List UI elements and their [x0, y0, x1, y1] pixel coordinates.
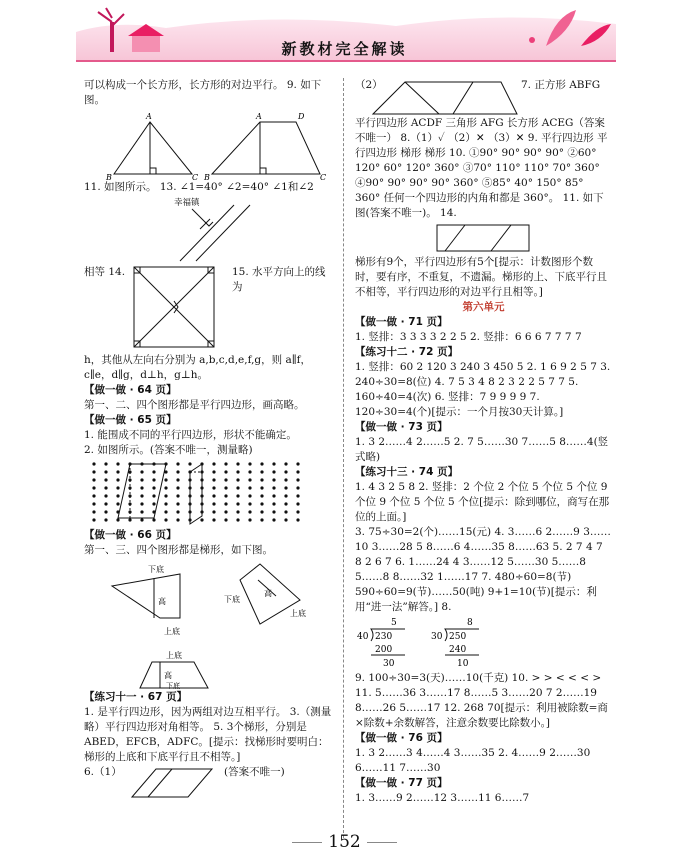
grid-dot [212, 510, 215, 513]
grid-dot [116, 462, 119, 465]
grid-dot [92, 518, 95, 521]
grid-dot [212, 486, 215, 489]
answer-text: 9. 100÷30=3(天)……10(千克) 10. > > < < < > 11. 5……36 3……17 8……5 3……20 7 2……19 8……26 5……17 12. 268 70[提示：利用被除数=商×除数+余数解答，注意余数要比除数小。] [355, 672, 608, 729]
grid-dot [164, 478, 167, 481]
grid-dot [224, 518, 227, 521]
grid-dot [296, 486, 299, 489]
grid-dot [236, 518, 239, 521]
section-heading: 【练习十三 · 74 页】 [355, 466, 459, 478]
parallelogram-figure [118, 765, 218, 799]
grid-dot [140, 502, 143, 505]
grid-dot [272, 462, 275, 465]
grid-dot [284, 478, 287, 481]
grid-dot [260, 518, 263, 521]
grid-dot [104, 510, 107, 513]
grid-dot [152, 478, 155, 481]
grid-dot [176, 478, 179, 481]
grid-dot [236, 510, 239, 513]
section-heading: 【做一做 · 65 页】 [84, 414, 177, 426]
grid-dot [116, 478, 119, 481]
trap1-height-label: 高 [158, 597, 166, 606]
grid-dot [248, 518, 251, 521]
grid-dot [224, 486, 227, 489]
grid-dot [140, 510, 143, 513]
answer-text: h，其他从左向右分别为 a,b,c,d,e,f,g，则 a∥f，c∥e，d∥g，d⊥h，g⊥h。 [84, 354, 311, 381]
page-number: 152 [328, 832, 361, 852]
road-label: 幸福镇 [174, 198, 200, 208]
section-heading: 【练习十一 · 67 页】 [84, 691, 188, 703]
grid-dot [92, 462, 95, 465]
answer-text: 6.（1） [84, 766, 122, 778]
grid-dot [296, 478, 299, 481]
section-heading: 【做一做 · 71 页】 [355, 316, 448, 328]
quotient-1: 5 [391, 618, 397, 628]
grid-dot [140, 470, 143, 473]
grid-dot [296, 510, 299, 513]
answer-text: 1. 3 2……4 2……5 2. 7 5……30 7……5 8……4(竖式略) [355, 436, 609, 463]
left-column [84, 78, 332, 799]
grid-dot [176, 502, 179, 505]
section-heading: 【练习十二 · 72 页】 [355, 346, 459, 358]
grid-dot [284, 486, 287, 489]
grid-dot [200, 518, 203, 521]
grid-dot [272, 470, 275, 473]
answer-text: 相等 14. [84, 266, 126, 278]
grid-dot [272, 486, 275, 489]
remainder-2: 10 [457, 659, 469, 669]
grid-dot [176, 470, 179, 473]
trapezoids-figure [84, 558, 332, 690]
grid-dot [176, 510, 179, 513]
grid-dot [260, 462, 263, 465]
dot-grid-figure [84, 458, 314, 528]
grid-dot [296, 502, 299, 505]
grid-dot [272, 494, 275, 497]
grid-dot [152, 518, 155, 521]
remainder-1: 30 [383, 659, 395, 669]
grid-dot [284, 510, 287, 513]
label-c2: C [320, 173, 327, 180]
grid-dot [176, 486, 179, 489]
grid-dot [104, 494, 107, 497]
grid-dot [212, 494, 215, 497]
section-heading: 【做一做 · 77 页】 [355, 777, 448, 789]
grid-dot [128, 518, 131, 521]
trap1-bottom-label: 上底 [164, 627, 180, 636]
trap2-right-label: 上底 [290, 609, 306, 618]
grid-dot [248, 510, 251, 513]
grid-dot [224, 510, 227, 513]
grid-dot [104, 502, 107, 505]
grid-dot [284, 518, 287, 521]
divisor-1: 40 [357, 632, 369, 642]
grid-dot [248, 494, 251, 497]
rectangle-split-figure [355, 221, 612, 255]
grid-dot [212, 478, 215, 481]
grid-dot [224, 462, 227, 465]
grid-dot [176, 518, 179, 521]
answer-text: 1. 能围成不同的平行四边形，形状不能确定。 [84, 429, 297, 441]
grid-dot [140, 518, 143, 521]
grid-dot [116, 486, 119, 489]
grid-dot [104, 462, 107, 465]
section-heading: 【做一做 · 76 页】 [355, 732, 448, 744]
grid-dot [260, 478, 263, 481]
grid-dot [212, 518, 215, 521]
grid-dot [152, 486, 155, 489]
grid-dot [176, 494, 179, 497]
answer-text: 第一、二、四个图形都是平行四边形，画高略。 [84, 399, 305, 411]
grid-dot [152, 470, 155, 473]
grid-dot [284, 462, 287, 465]
grid-dot [224, 470, 227, 473]
answer-text: 1. 3 2……3 4……4 3……35 2. 4……9 2……30 6……11 7……30 [355, 747, 591, 774]
answer-text: 7. 正方形 ABFG [521, 79, 601, 91]
trap3-top-label: 上底 [166, 651, 182, 660]
trap1-top-label: 下底 [148, 565, 164, 574]
grid-dot [104, 486, 107, 489]
answer-text: 可以构成一个长方形，长方形的对边平行。 9. 如下图。 [84, 79, 322, 106]
section-heading: 【做一做 · 64 页】 [84, 384, 177, 396]
grid-dot [92, 486, 95, 489]
dividend-1: 230 [375, 632, 393, 642]
grid-dot [260, 494, 263, 497]
triangle-trapezoid-figure [84, 108, 332, 180]
grid-dot [296, 462, 299, 465]
answer-text: 平行四边形 ACDF 三角形 AFG 长方形 ACEG（答案不唯一） 8.（1）✓ （2）✕ （3）✕ 9. 平行四边形 平行四边形 梯形 梯形 10. ①90° 90° 90° 90° ②60° 120° 60° 120° 360° ③70° 110° 110° 70° 360° ④90° 90° 90° 90° 360° ⑤85° 40° 150° 85° 360° 任何一个四边形的内角和都是 360°。 11. 如下图(答案不唯一)。 14. [355, 117, 608, 219]
answer-text: 第一、三、四个图形都是梯形，如下图。 [84, 544, 273, 556]
road-figure [84, 195, 332, 263]
grid-dot [92, 494, 95, 497]
division-1 [357, 618, 405, 669]
grid-dot [272, 510, 275, 513]
long-division-figure [355, 615, 612, 671]
grid-dot [176, 462, 179, 465]
grid-dot [248, 478, 251, 481]
answer-text: 1. 3……9 2……12 3……11 6……7 [355, 792, 530, 804]
grid-dot [152, 502, 155, 505]
answer-text: 1. 竖排：3 3 3 3 2 2 5 2. 竖排：6 6 6 7 7 7 7 [355, 331, 582, 343]
grid-dot [236, 478, 239, 481]
label-d: D [298, 112, 305, 121]
grid-dot [284, 494, 287, 497]
grid-dot [296, 518, 299, 521]
grid-dot [92, 510, 95, 513]
grid-dot [224, 478, 227, 481]
grid-dot [116, 502, 119, 505]
dividend-2: 250 [449, 632, 467, 642]
trap3-bottom-label: 下底 [166, 682, 180, 690]
grid-dot [140, 478, 143, 481]
grid-dot [296, 494, 299, 497]
grid-dot [116, 494, 119, 497]
grid-dot [104, 518, 107, 521]
grid-dot [224, 502, 227, 505]
divider [367, 842, 397, 843]
grid-dot [92, 502, 95, 505]
grid-dot [236, 486, 239, 489]
grid-dot [248, 470, 251, 473]
grid-dot [116, 518, 119, 521]
answer-text: 3. 75÷30=2(个)……15(元) 4. 3……6 2……9 3……10 3……28 5 8……6 4……35 8……63 5. 2 7 4 7 8 2 6 7 6. 1……24 4 3……12 5……30 5……8 5……8 8……32 1……17 7. 480÷60=8(节) 590÷60=9(节)……50(吨) 9+1=10(节)[提示：利用“进一法”解答。] 8. [355, 526, 611, 613]
product-1: 200 [375, 645, 393, 655]
grid-dot [248, 462, 251, 465]
trap2-left-label: 下底 [224, 595, 240, 604]
answer-text: （2） [355, 79, 383, 91]
grid-dot [92, 478, 95, 481]
grid-dot [140, 486, 143, 489]
grid-dot [248, 486, 251, 489]
grid-dot [284, 470, 287, 473]
grid-dot [140, 494, 143, 497]
grid-dot [212, 462, 215, 465]
grid-dot [104, 470, 107, 473]
grid-dot [284, 502, 287, 505]
answer-text: 1. 是平行四边形，因为两组对边互相平行。 3.（测量略）平行四边形对角相等。 5. 3个梯形，分别是 ABED，EFCB，ADFC。[提示：找梯形时要明白：梯形的上底和下底平行且不相等。] [84, 706, 332, 763]
page-number-footer [0, 832, 689, 852]
grid-dot [236, 502, 239, 505]
label-a: A [146, 112, 152, 121]
answer-text: 15. 水平方向上的线为 [232, 266, 326, 293]
square-diagonals-figure [120, 263, 230, 353]
book-title: 新教材完全解读 [281, 40, 408, 58]
label-c: C [192, 173, 199, 180]
label-b2: B [204, 173, 210, 180]
grid-dot [272, 518, 275, 521]
divider [292, 842, 322, 843]
shape-split-figure [369, 78, 519, 116]
grid-dot [272, 478, 275, 481]
grid-dot [236, 462, 239, 465]
grid-dot [164, 486, 167, 489]
answer-text: 梯形有9个，平行四边形有5个[提示：计数图形个数时，要有序，不重复，不遗漏。梯形的上、下底平行且不相等，平行四边形的对边平行且相等。] [355, 256, 607, 298]
quotient-2: 8 [467, 618, 473, 628]
grid-dot [152, 494, 155, 497]
grid-dot [212, 502, 215, 505]
divisor-2: 30 [431, 632, 443, 642]
grid-dot [164, 518, 167, 521]
section-heading: 【做一做 · 73 页】 [355, 421, 448, 433]
label-a2: A [256, 112, 262, 121]
grid-dot [164, 510, 167, 513]
grid-dot [260, 470, 263, 473]
answer-text: 1. 4 3 2 5 8 2. 竖排：2 个位 2 个位 5 个位 5 个位 9 个位 9 个位 5 个位 5 个位[提示：除到哪位，商写在那位的上面。] [355, 481, 610, 523]
answer-text: 11. 如图所示。 13. ∠1=40° ∠2=40° ∠1和∠2 [84, 181, 314, 193]
grid-dot [236, 494, 239, 497]
column-divider [343, 78, 344, 838]
grid-dot [188, 462, 191, 465]
grid-dot [212, 470, 215, 473]
grid-dot [260, 510, 263, 513]
grid-dot [272, 502, 275, 505]
grid-dot [260, 486, 263, 489]
grid-dot [248, 502, 251, 505]
label-b: B [106, 173, 112, 180]
grid-dot [164, 494, 167, 497]
product-2: 240 [449, 645, 467, 655]
grid-dot [236, 470, 239, 473]
grid-dot [164, 502, 167, 505]
answer-text: 1. 竖排：60 2 120 3 240 3 450 5 2. 1 6 9 2 5 7 3. 240÷30=8(位) 4. 7 5 3 4 8 2 3 2 2 5 7 7 5. 160÷40=4(次) 6. 竖排：7 9 9 9 9 7. 120÷30=4(个)[提示：一个月按30天计算。] [355, 361, 611, 418]
grid-dot [92, 470, 95, 473]
unit-heading: 第六单元 [462, 301, 505, 313]
trap3-height-label: 高 [164, 671, 172, 680]
grid-dot [104, 478, 107, 481]
section-heading: 【做一做 · 66 页】 [84, 529, 177, 541]
answer-text: (答案不唯一) [224, 766, 285, 778]
grid-dot [224, 494, 227, 497]
answer-text: 2. 如图所示。(答案不唯一，测量略) [84, 444, 253, 456]
grid-dot [296, 470, 299, 473]
division-2 [431, 618, 479, 669]
grid-dot [260, 502, 263, 505]
right-column [355, 78, 612, 806]
grid-dot [116, 470, 119, 473]
trap2-height-label: 高 [264, 589, 272, 598]
